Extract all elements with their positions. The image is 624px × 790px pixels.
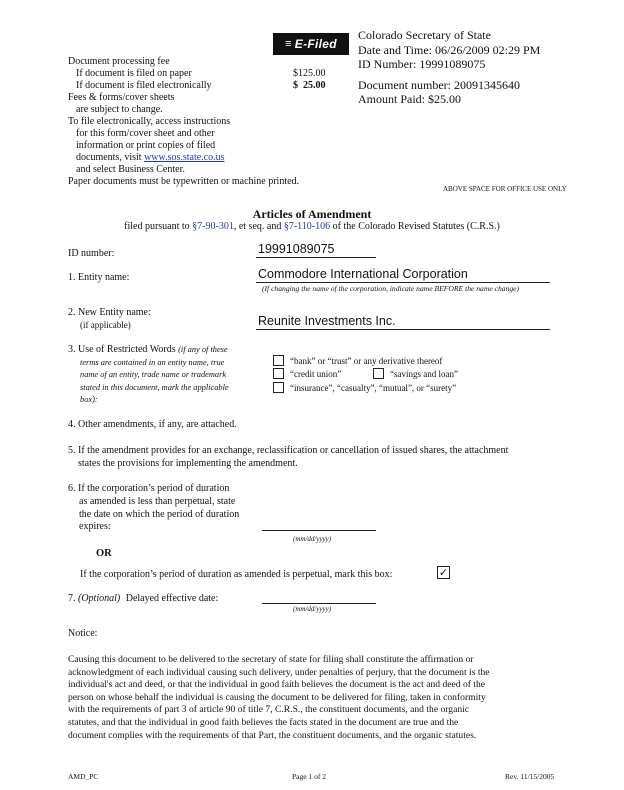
fee-electronic-label: If document is filed electronically <box>76 80 212 91</box>
id-number-label: ID number: <box>68 248 115 259</box>
perpetual-label: If the corporation’s period of duration as amended is perpetual, mark this box: <box>80 569 393 580</box>
statute-link-7-90-301[interactable]: §7-90-301 <box>192 221 234 232</box>
item5-line2: states the provisions for implementing the amendment. <box>78 458 298 469</box>
id-number-value[interactable]: 19991089075 <box>258 242 335 256</box>
secretary-of-state: Colorado Secretary of State <box>358 28 491 42</box>
bank-trust-label: “bank” or “trust” or any derivative thereof <box>290 356 443 366</box>
item7-label: 7. (Optional) Delayed effective date: <box>68 593 219 604</box>
savings-loan-checkbox[interactable] <box>373 368 384 379</box>
fee-paper-label: If document is filed on paper <box>76 68 192 79</box>
item5-line1: 5. If the amendment provides for an exchange, reclassification or cancellation of issued shares, the attachment <box>68 445 509 456</box>
check-mark-icon: ✓ <box>438 566 449 579</box>
sos-website-link[interactable]: www.sos.state.co.us <box>144 152 225 163</box>
notice-line: person on whose behalf the individual is causing the document to be delivered for filing, taken in conformity <box>68 691 486 703</box>
id-number-underline <box>256 257 376 258</box>
notice-line: acknowledgment of each individual causing such delivery, under penalties of perjury, that the document is the <box>68 666 490 678</box>
credit-union-label: “credit union” <box>290 369 342 379</box>
duration-date-hint: (mm/dd/yyyy) <box>293 535 332 543</box>
insurance-label: “insurance”, “casualty”, “mutual”, or “surety” <box>290 383 457 393</box>
fee-electronic-amount: $ 25.00 <box>293 80 326 91</box>
instr-line5: and select Business Center. <box>76 164 185 175</box>
office-use-label: ABOVE SPACE FOR OFFICE USE ONLY <box>443 185 567 193</box>
savings-loan-label: “savings and loan” <box>390 369 458 379</box>
new-entity-sub: (if applicable) <box>80 320 131 330</box>
fee-title: Document processing fee <box>68 56 170 67</box>
filing-date-time: Date and Time: 06/26/2009 02:29 PM <box>358 42 541 57</box>
notice-paragraph <box>68 654 560 742</box>
notice-line: Causing this document to be delivered to the secretary of state for filing shall constitute the affirmation or <box>68 654 474 665</box>
item6-text: 6. If the corporation’s period of duration as amended is less than perpetual, state the date on which the period of duration expires: <box>68 483 240 533</box>
notice-line: with the requirements of part 3 of article 90 of title 7, C.R.S., the constituent documents, and the organic <box>68 704 470 716</box>
insurance-checkbox[interactable] <box>273 382 284 393</box>
perpetual-checkbox[interactable] <box>437 566 450 579</box>
fee-forms-line2: are subject to change. <box>76 104 163 115</box>
fee-forms-line1: Fees & forms/cover sheets <box>68 92 175 103</box>
footer-revision: Rev. 11/15/2005 <box>505 772 555 781</box>
item4-text: 4. Other amendments, if any, are attached. <box>68 419 237 430</box>
paper-docs-note: Paper documents must be typewritten or machine printed. <box>68 176 300 187</box>
notice-line: statutes, and that the individual in good faith believes the facts stated in the document are true and the <box>68 716 459 728</box>
form-subtitle: filed pursuant to §7-90-301, et seq. and §7-110-106 of the Colorado Revised Statutes (C.R.S.) <box>124 221 500 232</box>
efiled-icon: ≡ <box>285 38 292 50</box>
amount-paid: Amount Paid: $25.00 <box>358 92 462 106</box>
new-entity-underline <box>256 329 550 330</box>
footer-form-code: AMD_PC <box>68 772 99 781</box>
delayed-date-hint: (mm/dd/yyyy) <box>293 605 332 613</box>
notice-line: document complies with the requirements of that Part, the constituent documents, and the organic statutes. <box>68 729 477 741</box>
filing-id-number: ID Number: 19991089075 <box>358 57 486 71</box>
footer-page-number: Page 1 of 2 <box>292 772 326 781</box>
instr-line3: information or print copies of filed <box>76 140 216 151</box>
notice-heading: Notice: <box>68 628 98 639</box>
form-title: Articles of Amendment <box>252 207 372 221</box>
instr-line2: for this form/cover sheet and other <box>76 128 215 139</box>
or-label: OR <box>96 548 112 559</box>
duration-date-line[interactable] <box>262 530 376 531</box>
instr-line4: documents, visit www.sos.state.co.us <box>76 152 225 163</box>
new-entity-value[interactable]: Reunite Investments Inc. <box>258 314 396 328</box>
entity-name-label: 1. Entity name: <box>68 272 130 283</box>
entity-name-value[interactable]: Commodore International Corporation <box>258 267 468 281</box>
notice-line: individual's act and deed, or that the individual in good faith believes the document is the act and deed of the <box>68 679 486 691</box>
new-entity-label: 2. New Entity name: <box>68 307 151 318</box>
restricted-words-label: 3. Use of Restricted Words (if any of these terms are contained in an entity name, true name of an entity, trade name or trademark stated in this document, mark the applicable box): <box>68 344 229 404</box>
bank-trust-checkbox[interactable] <box>273 355 284 366</box>
entity-name-note: (If changing the name of the corporation, indicate name BEFORE the name change) <box>262 284 520 293</box>
entity-name-underline <box>256 282 550 283</box>
credit-union-checkbox[interactable] <box>273 368 284 379</box>
instr-line1: To file electronically, access instructions <box>68 116 231 127</box>
efiled-badge: ≡ E-Filed <box>273 33 349 55</box>
delayed-date-line[interactable] <box>262 603 376 604</box>
fee-block <box>68 56 299 188</box>
document-number: Document number: 20091345640 <box>358 77 520 92</box>
fee-paper-amount: $125.00 <box>293 68 326 79</box>
statute-link-7-110-106[interactable]: §7-110-106 <box>283 221 331 232</box>
